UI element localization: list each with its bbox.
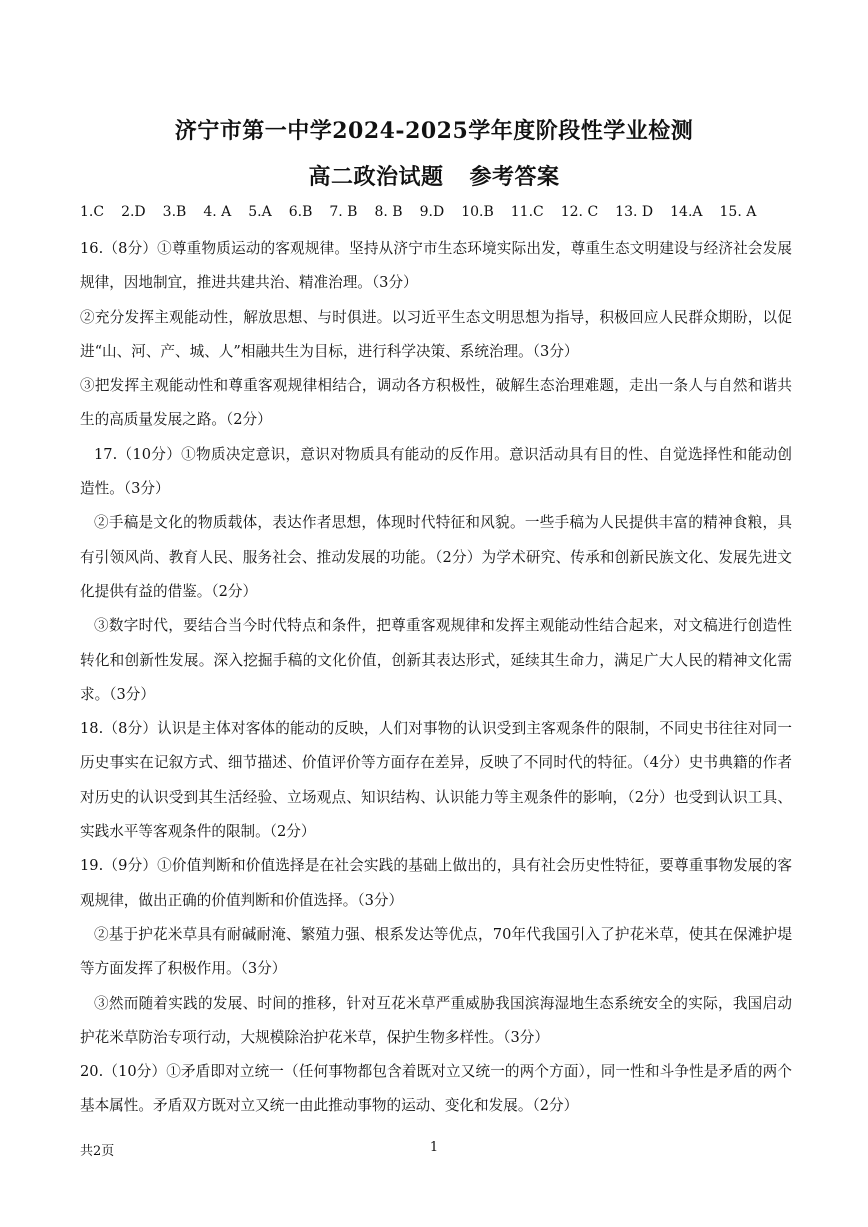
answer-paragraph: ②手稿是文化的物质载体，表达作者思想，体现时代特征和风貌。一些手稿为人民提供丰富的精神食粮，具有引领风尚、教育人民、服务社会、推动发展的功能。（2分）为学术研究、传承和创新民族文化、发展先进文化提供有益的借鉴。（2分） [80, 514, 792, 600]
answer-item: 12. C [560, 204, 599, 220]
exam-subtitle [0, 160, 868, 191]
answer-item: 8. B [374, 204, 403, 220]
answer-item: 11.C [510, 204, 544, 220]
page-number: 1 [429, 1140, 439, 1155]
answer-item: 13. D [615, 204, 654, 220]
answer-paragraph: ③数字时代，要结合当今时代特点和条件，把尊重客观规律和发挥主观能动性结合起来，对文稿进行创造性转化和创新性发展。深入挖掘手稿的文化价值，创新其表达形式，延续其生命力，满足广大人民的精神文化需求。（3分） [80, 617, 792, 703]
answer-paragraph: ③然而随着实践的发展、时间的推移，针对互花米草严重威胁我国滨海湿地生态系统安全的实际，我国启动护花米草防治专项行动，大规模除治护花米草，保护生物多样性。（3分） [80, 994, 792, 1046]
answer-paragraph: ②基于护花米草具有耐碱耐淹、繁殖力强、根系发达等优点，70年代我国引入了护花米草，使其在保滩护堤等方面发挥了积极作用。（3分） [80, 925, 792, 978]
answer-item: 6.B [288, 204, 313, 220]
answer-item: 10.B [461, 204, 494, 220]
answer-paragraph: ③把发挥主观能动性和尊重客观规律相结合，调动各方积极性，破解生态治理难题，走出一条人与自然和谐共生的高质量发展之路。（2分） [80, 377, 792, 429]
answer-item: 14.A [670, 204, 703, 220]
answer-item: 15. A [719, 204, 757, 220]
subject-title: 高二政治试题 [308, 164, 444, 190]
answer-item: 1.C [80, 204, 105, 220]
answer-item: 7. B [329, 204, 358, 220]
answer-paragraph: 16.（8分）①尊重物质运动的客观规律。坚持从济宁市生态环境实际出发，尊重生态文明建设与经济社会发展规律，因地制宜，推进共建共治、精准治理。（3分） [80, 240, 792, 292]
answer-item: 5.A [248, 204, 272, 220]
answer-paragraph: ②充分发挥主观能动性，解放思想、与时俱进。以习近平生态文明思想为指导，积极回应人民群众期盼，以促进“山、河、产、城、人”相融共生为目标，进行科学决策、系统治理。（3分） [80, 308, 792, 360]
answer-item: 4. A [203, 204, 232, 220]
answer-paragraph: 17.（10分）①物质决定意识，意识对物质具有能动的反作用。意识活动具有目的性、自觉选择性和能动创造性。（3分） [80, 445, 792, 498]
answer-item: 9.D [419, 204, 445, 220]
answer-paragraph: 19.（9分）①价值判断和价值选择是在社会实践的基础上做出的，具有社会历史性特征，要尊重事物发展的客观规律，做出正确的价值判断和价值选择。（3分） [80, 857, 792, 909]
answer-content [80, 232, 792, 1124]
answer-item: 2.D [121, 204, 146, 220]
answer-paragraph: 18.（8分）认识是主体对客体的能动的反映，人们对事物的认识受到主客观条件的限制，不同史书往往对同一历史事实在记叙方式、细节描述、价值评价等方面存在差异，反映了不同时代的特征。（4分）史书典籍的作者对历史的认识受到其生活经验、立场观点、知识结构、认识能力等主观条件的影响，（2分）也受到认识工具、实践水平等客观条件的限制。（2分） [80, 720, 792, 841]
exam-title: 济宁市第一中学2024-2025学年度阶段性学业检测 [174, 118, 694, 144]
answer-key-label: 参考答案 [469, 164, 560, 190]
page-count: 共2页 [80, 1144, 115, 1159]
multiple-choice-answers [80, 204, 800, 220]
answer-paragraph: 20.（10分）①矛盾即对立统一（任何事物都包含着既对立又统一的两个方面），同一性和斗争性是矛盾的两个基本属性。矛盾双方既对立又统一由此推动事物的运动、变化和发展。（2分） [80, 1063, 792, 1115]
answer-item: 3.B [162, 204, 187, 220]
